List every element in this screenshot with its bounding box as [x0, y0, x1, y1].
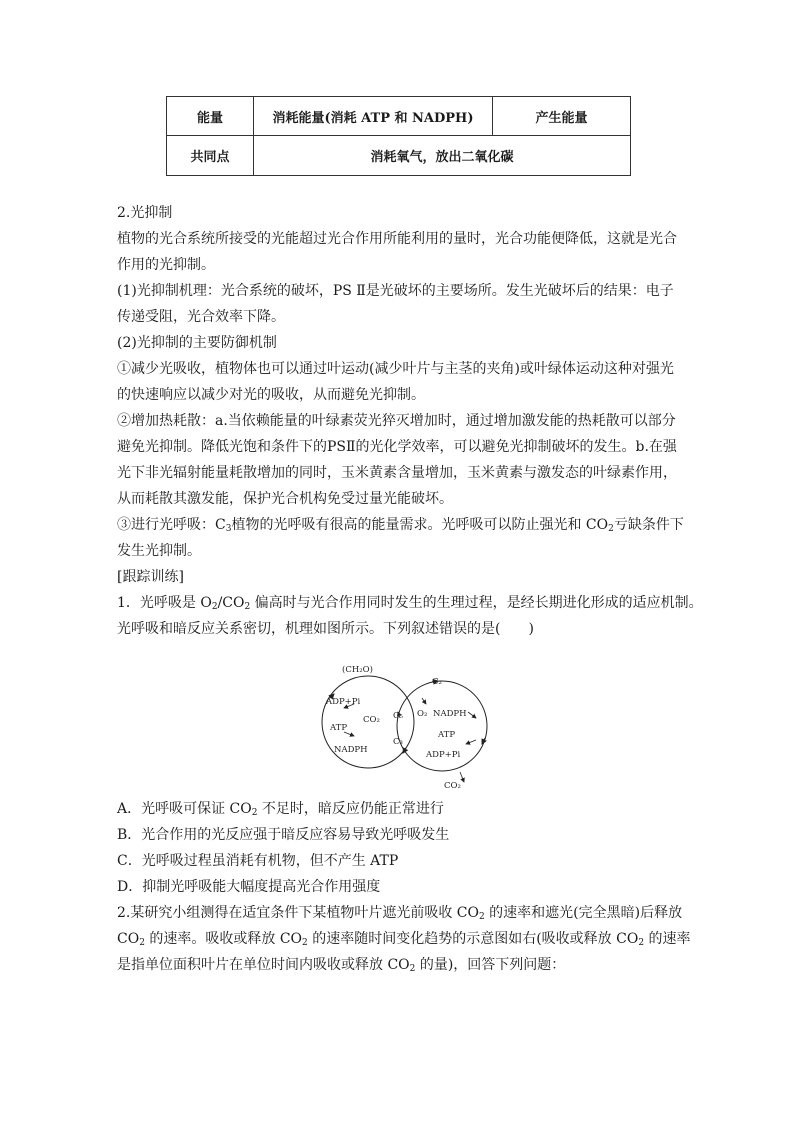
text-span: 是指单位面积叶片在单位时间内吸收或释放 CO [117, 957, 410, 973]
tracking-title: [跟踪训练] [117, 569, 184, 585]
subscript: 2 [139, 938, 145, 948]
section-photoinhibition [117, 200, 703, 642]
subscript: 2 [608, 524, 614, 534]
question-2-line [117, 952, 682, 978]
paragraph-line [117, 512, 682, 538]
label-co2-out: CO₂ [444, 781, 461, 790]
cycle-svg [310, 660, 500, 790]
table-row [167, 97, 631, 136]
text-span: 偏高时与光合作用同时发生的生理过程，是经长期进化形成的适应机制。 [250, 595, 703, 611]
option-d: D．抑制光呼吸能大幅度提高光合作用强度 [117, 879, 381, 895]
question-1-options [117, 796, 691, 978]
subscript: 2 [409, 964, 416, 974]
label-atp-left: ATP [330, 723, 348, 733]
option-a [117, 796, 682, 822]
text-span: CO [117, 931, 140, 947]
paragraph-line: 发生光抑制。 [117, 543, 201, 559]
option-b: B．光合作用的光反应强于暗反应容易导致光呼吸发生 [117, 827, 450, 843]
label-c3: C₃ [393, 737, 403, 747]
subscript: 2 [251, 808, 258, 818]
text-span: 的速率。吸收或释放 CO [144, 931, 303, 947]
label-co2-in: CO₂ [363, 715, 380, 725]
paragraph-line: 光下非光辐射能量耗散增加的同时，玉米黄素含量增加，玉米黄素与激发态的叶绿素作用， [117, 465, 677, 481]
subsection-title: (2)光抑制的主要防御机制 [117, 335, 277, 351]
text-span: 的量)，回答下列问题： [415, 957, 566, 973]
question-2-line [117, 900, 682, 926]
question-1-line: 光呼吸和暗反应关系密切，机理如图所示。下列叙述错误的是( ) [117, 621, 534, 637]
paragraph-line: 的快速响应以减少对光的吸收，从而避免光抑制。 [117, 387, 425, 403]
section-heading: 2.光抑制 [117, 205, 173, 221]
paragraph-line: ①减少光吸收，植物体也可以通过叶运动(减少叶片与主茎的夹角)或叶绿体运动这种对强光 [117, 361, 674, 377]
paragraph-line: 避免光抑制。降低光饱和条件下的PSⅡ的光化学效率，可以避免光抑制破坏的发生。b.在强 [117, 439, 677, 455]
paragraph-line: 植物的光合系统所接受的光能超过光合作用所能利用的量时，光合功能便降低，这就是光合 [117, 231, 677, 247]
table-row [167, 136, 631, 176]
label-atp-right: ATP [438, 730, 456, 740]
text-span: A．光呼吸可保证 CO [117, 801, 252, 817]
option-c: C．光呼吸过程虽消耗有机物，但不产生 ATP [117, 853, 399, 869]
text-span: 植物的光呼吸有很高的能量需求。光呼吸可以防止强光和 CO [231, 517, 609, 533]
label-nadph-left: NADPH [334, 745, 368, 755]
subscript: 3 [225, 524, 232, 534]
subscript: 2 [302, 938, 308, 948]
text-span: 不足时，暗反应仍能正常进行 [257, 801, 444, 817]
text-span: 亏缺条件下 [613, 517, 684, 533]
text-span: 的速率 [644, 931, 691, 947]
paragraph-line: 传递受阻，光合效率下降。 [117, 309, 285, 325]
table-cell: 共同点 [167, 136, 254, 176]
table-cell: 消耗氧气，放出二氧化碳 [254, 136, 631, 176]
question-2-line [117, 926, 691, 952]
text-span: 1．光呼吸是 O [117, 595, 212, 611]
paragraph-line: 从而耗散其激发能，保护光合机构免受过量光能破坏。 [117, 491, 453, 507]
text-span: 的速率随时间变化趋势的示意图如右(吸收或释放 CO [307, 931, 639, 947]
subscript: 2 [211, 602, 218, 612]
photorespiration-diagram [310, 660, 500, 790]
label-adp-pi-right: ADP+Pi [426, 750, 461, 760]
table-cell: 产生能量 [493, 97, 631, 136]
text-span: 的速率和遮光(完全黑暗)后释放 [484, 905, 683, 921]
label-o2: O₂ [417, 709, 428, 719]
subscript: 2 [244, 602, 251, 612]
comparison-table [166, 96, 631, 176]
paragraph-line: ②增加热耗散：a.当依赖能量的叶绿素荧光猝灭增加时，通过增加激发能的热耗散可以部分 [117, 413, 676, 429]
table-cell: 能量 [167, 97, 254, 136]
label-ch2o: (CH₂O) [342, 665, 373, 675]
label-c5: C₅ [393, 711, 403, 721]
paragraph-line: (1)光抑制机理：光合系统的破坏，PS Ⅱ是光破坏的主要场所。发生光破坏后的结果：电子 [117, 283, 674, 299]
label-nadph-right: NADPH [433, 709, 467, 719]
label-c2: C₂ [432, 677, 442, 687]
question-1-line [117, 590, 703, 616]
table-cell: 消耗能量(消耗 ATP 和 NADPH) [254, 97, 493, 136]
subscript: 2 [479, 912, 485, 922]
paragraph-line: 作用的光抑制。 [117, 257, 215, 273]
subscript: 2 [638, 938, 645, 948]
label-adp-pi-left: ADP+Pi [326, 697, 361, 707]
text-span: 2.某研究小组测得在适宜条件下某植物叶片遮光前吸收 CO [117, 905, 479, 921]
text-span: ③进行光呼吸：C [117, 517, 226, 533]
text-span: /CO [217, 595, 245, 611]
